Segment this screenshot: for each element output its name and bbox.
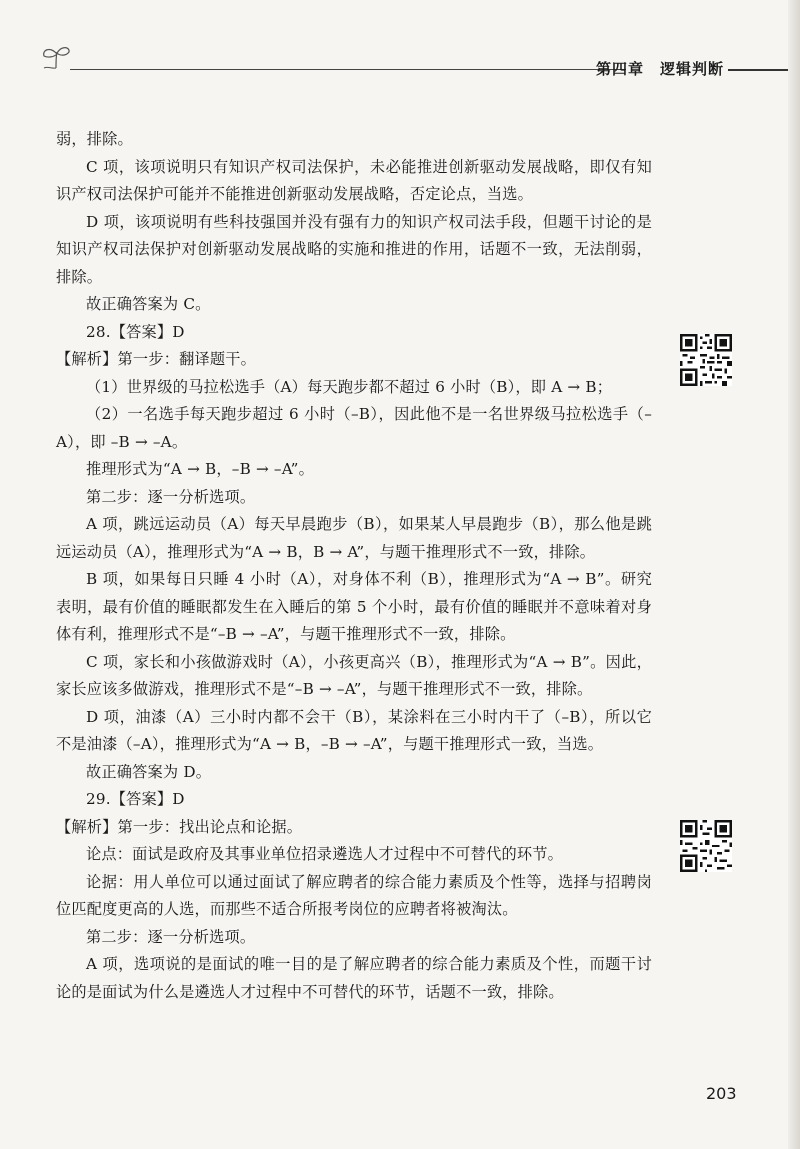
answer-heading: 28.【答案】D: [86, 322, 185, 341]
paragraph: 论据：用人单位可以通过面试了解应聘者的综合能力素质及个性等，选择与招聘岗位匹配度更高的人选，而那些不适合所报考岗位的应聘者将被淘汰。: [56, 872, 652, 918]
qr-code[interactable]: [680, 334, 732, 386]
chapter-title: 第四章 逻辑判断: [596, 60, 725, 78]
paragraph: 论点：面试是政府及其事业单位招录遴选人才过程中不可替代的环节。: [86, 845, 564, 863]
analysis-heading: 【解析】第一步：找出论点和论据。: [56, 817, 303, 836]
paragraph: D 项，该项说明有些科技强国并没有强有力的知识产权司法手段，但题干讨论的是知识产权司法保护对创新驱动发展战略的实施和推进的作用，话题不一致，无法削弱，排除。: [56, 212, 652, 286]
page-number: 203: [706, 1084, 737, 1103]
header-rule-left: [70, 69, 626, 70]
page-body: [56, 126, 652, 1006]
sprout-icon: [40, 44, 72, 70]
answer-heading: 29.【答案】D: [86, 790, 185, 808]
paragraph: 故正确答案为 C。: [86, 295, 211, 313]
paragraph: A 项，选项说的是面试的唯一目的是了解应聘者的综合能力素质及个性，而题干讨论的是面试为什么是遴选人才过程中不可替代的环节，话题不一致，排除。: [56, 955, 652, 1001]
paragraph: A 项，跳远运动员（A）每天早晨跑步（B），如果某人早晨跑步（B），那么他是跳远运动员（A），推理形式为“A → B，B → A”，与题干推理形式不一致，排除。: [56, 515, 652, 561]
paragraph: B 项，如果每日只睡 4 小时（A），对身体不利（B），推理形式为“A → B”。研究表明，最有价值的睡眠都发生在入睡后的第 5 个小时，最有价值的睡眠并不意味着对身体有利，推理形式不是“–B → –A”，与题干推理形式不一致，排除。: [56, 570, 652, 643]
scan-edge: [788, 0, 800, 1149]
analysis-heading: 【解析】第一步：翻译题干。: [56, 350, 257, 368]
paragraph: 推理形式为“A → B，–B → –A”。: [86, 460, 315, 478]
page-header: [40, 44, 800, 78]
paragraph: 故正确答案为 D。: [86, 762, 212, 781]
paragraph: 第二步：逐一分析选项。: [86, 487, 256, 506]
paragraph: C 项，家长和小孩做游戏时（A），小孩更高兴（B），推理形式为“A → B”。因此，家长应该多做游戏，推理形式不是“–B → –A”，与题干推理形式不一致，排除。: [56, 652, 652, 698]
paragraph: 第二步：逐一分析选项。: [86, 927, 256, 946]
paragraph: D 项，油漆（A）三小时内都不会干（B），某涂料在三小时内干了（–B），所以它不是油漆（–A），推理形式为“A → B，–B → –A”，与题干推理形式一致，当选。: [56, 707, 652, 753]
qr-code[interactable]: [680, 820, 732, 872]
paragraph: C 项，该项说明只有知识产权司法保护，未必能推进创新驱动发展战略，即仅有知识产权司法保护可能并不能推进创新驱动发展战略，否定论点，当选。: [56, 157, 652, 203]
paragraph: （2）一名选手每天跑步超过 6 小时（–B），因此他不是一名世界级马拉松选手（–A），即 –B → –A。: [56, 405, 652, 451]
paragraph: 弱，排除。: [56, 130, 133, 148]
paragraph: （1）世界级的马拉松选手（A）每天跑步都不超过 6 小时（B），即 A → B；: [86, 377, 613, 396]
